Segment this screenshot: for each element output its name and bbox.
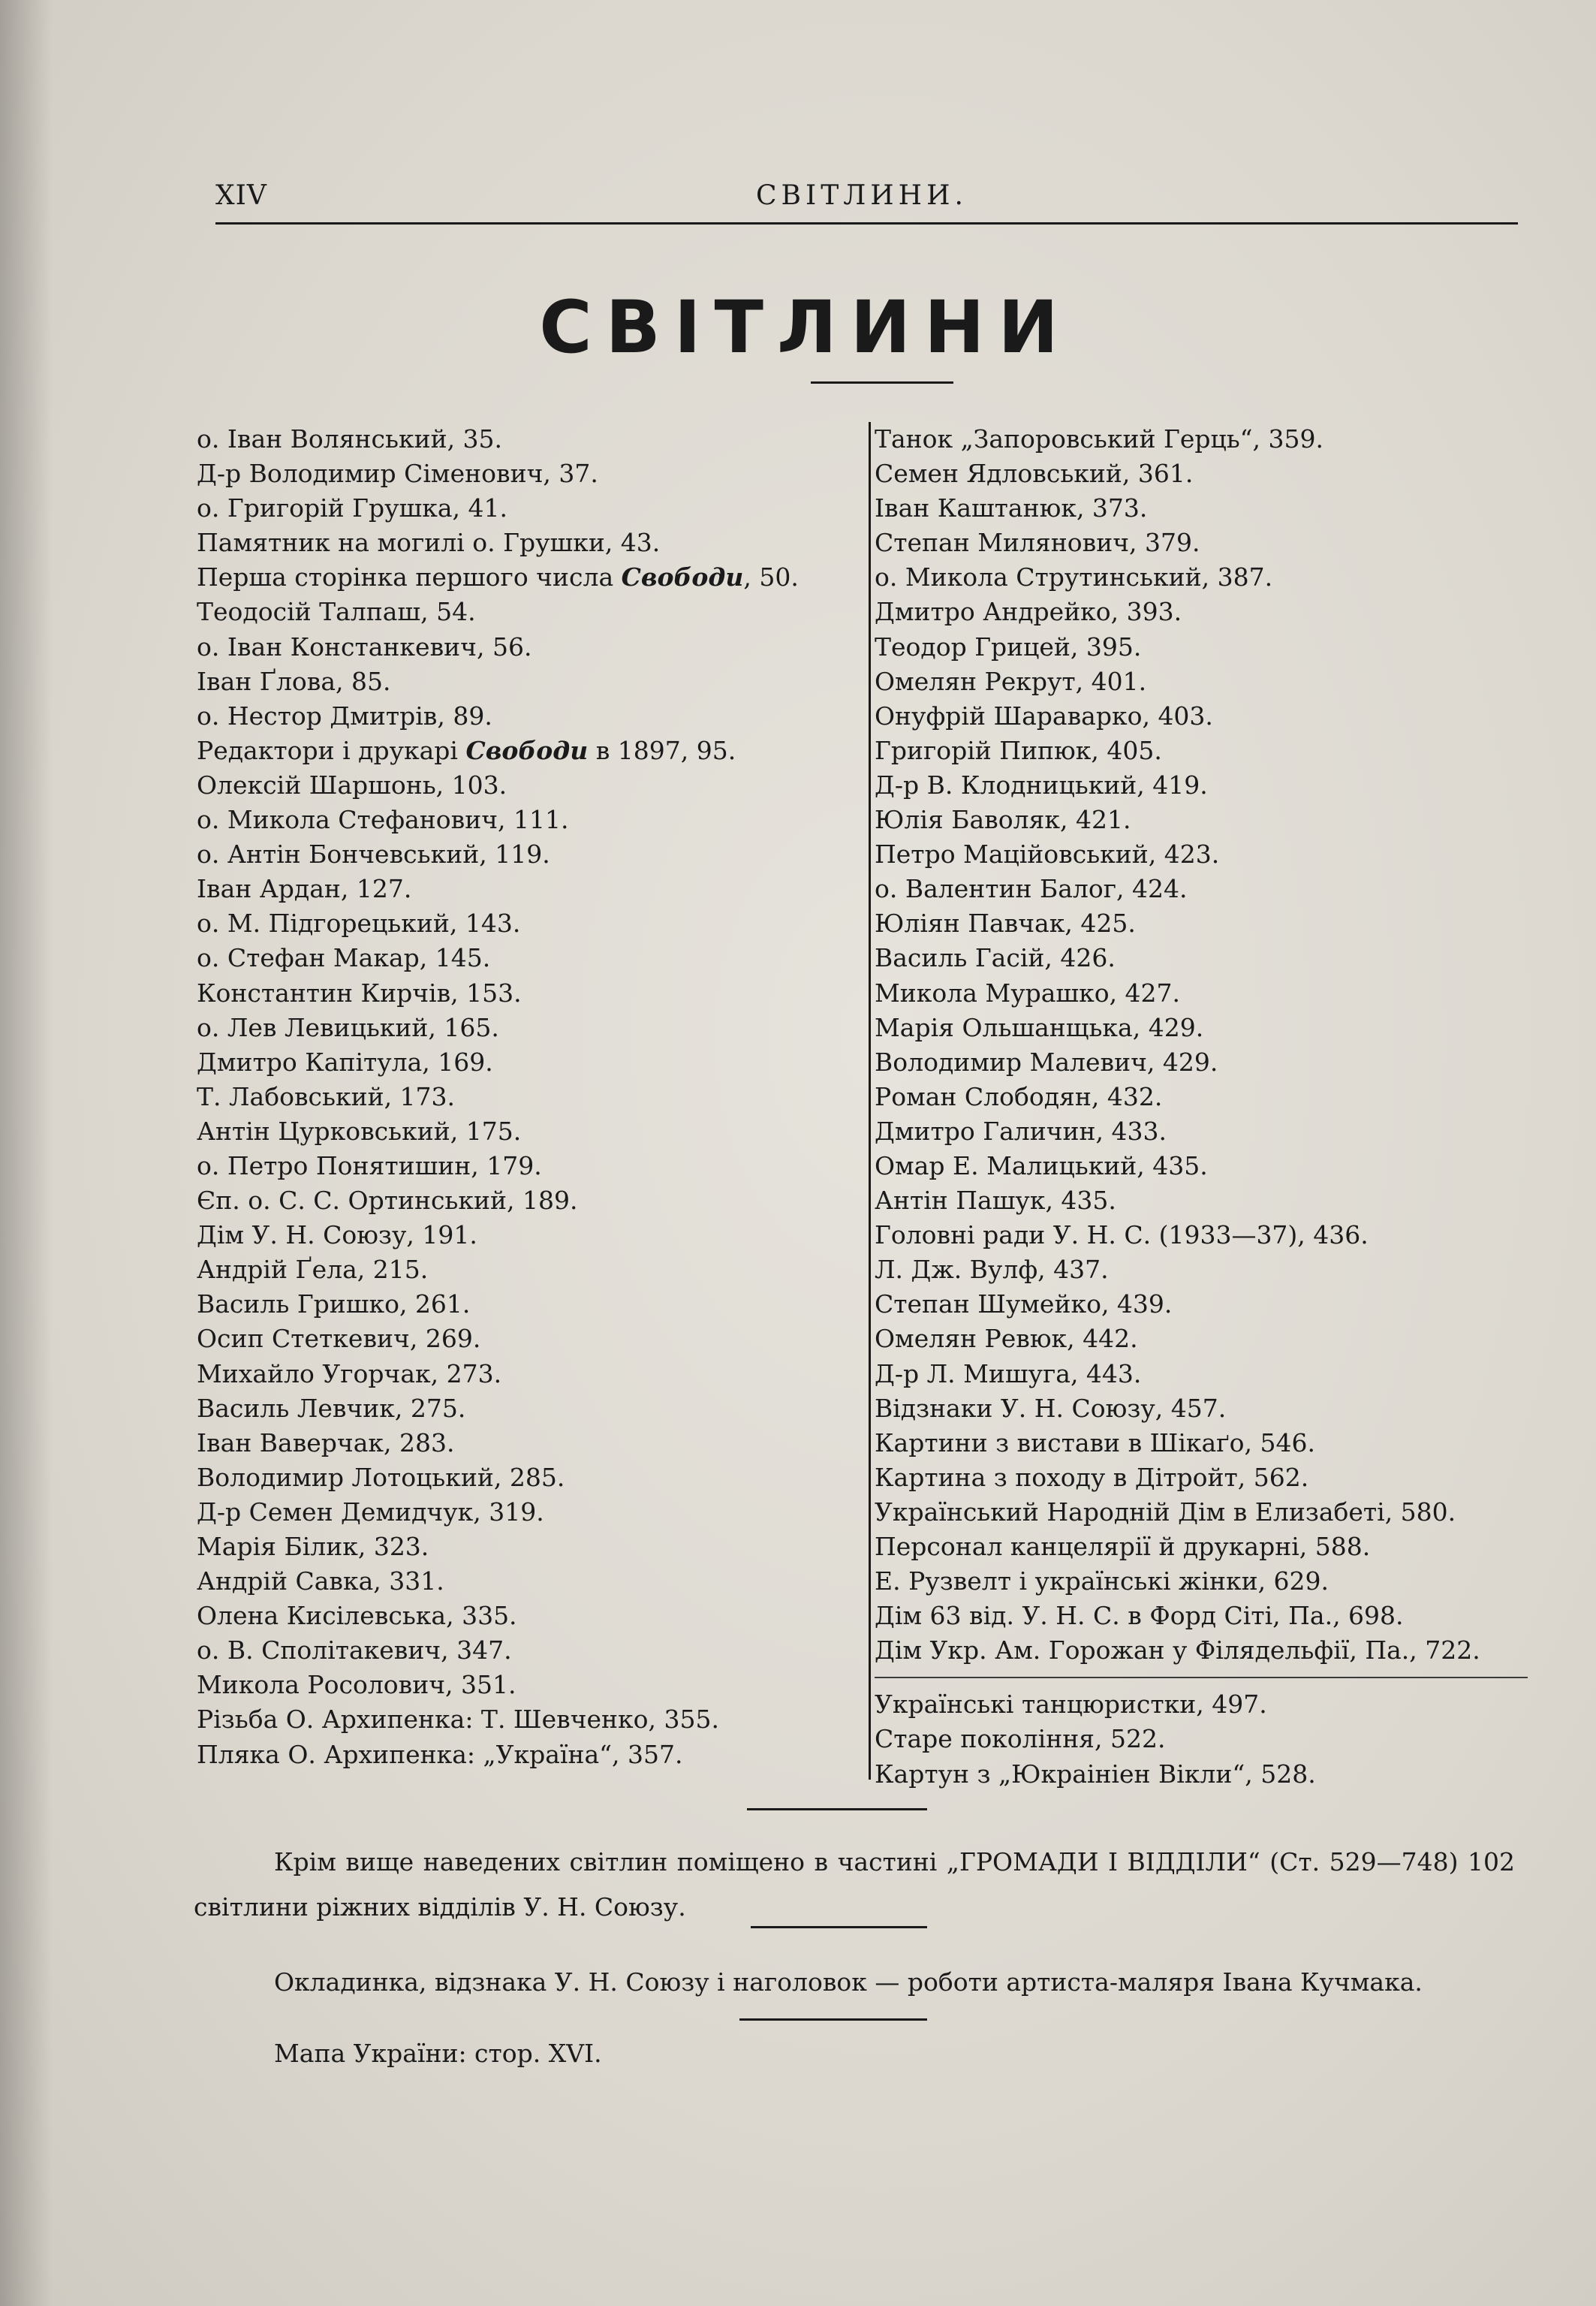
title-underline [811,381,953,384]
photo-list-item: Григорій Пипюк, 405. [875,735,1162,765]
photo-list-item: о. Стефан Макар, 145. [197,943,491,973]
running-title: СВІТЛИНИ. [756,180,968,211]
photo-list-item: Петро Маційовський, 423. [875,840,1220,870]
photo-list-item: Марія Ольшанщька, 429. [875,1012,1204,1042]
column-divider [869,422,871,1780]
photo-list-item: Омелян Рекрут, 401. [875,666,1147,696]
photo-list-item: Омар Е. Малицький, 435. [875,1150,1208,1180]
photo-list-item: о. Микола Струтинський, 387. [875,562,1273,592]
photo-list-item: Д-р Володимир Сіменович, 37. [197,459,598,489]
photo-list-item: Іван Ґлова, 85. [197,666,391,696]
photo-list-item: о. Іван Волянський, 35. [197,424,503,454]
photo-list-item: Іван Каштанюк, 373. [875,493,1148,523]
photo-list-item: Дім Укр. Ам. Горожан у Філядельфії, Па., 722. [875,1635,1480,1665]
photos-note: Крім вище наведених світлин поміщено в частині „ГРОМАДИ І ВІДДІЛИ“ (Ст. 529—748) 102 світлини ріжних відділів У. Н. Союзу. [194,1847,1515,1922]
photo-list-item: Юлія Баволяк, 421. [875,805,1131,835]
photo-list-item: Картини з вистави в Шікаґо, 546. [875,1427,1315,1457]
photo-list-item: Онуфрій Шараварко, 403. [875,701,1213,731]
photo-list-item: о. Лев Левицький, 165. [197,1012,499,1042]
photo-list-item: Перша сторінка першого числа Свободи, 50. [197,562,799,592]
photo-list-item: Памятник на могилі о. Грушки, 43. [197,528,661,558]
photo-list-item: о. Микола Стефанович, 111. [197,805,569,835]
right-column-extra [875,1687,1535,1791]
photo-list-item: Андрій Ґела, 215. [197,1255,429,1285]
photo-list-item: Український Народній Дім в Елизабеті, 580. [875,1497,1456,1527]
photo-list-item: Роман Слободян, 432. [875,1081,1163,1111]
photo-list-item: Д-р Л. Мишуга, 443. [875,1358,1142,1388]
photo-list-item: Василь Гришко, 261. [197,1289,471,1319]
photo-list-item: Дмитро Галичин, 433. [875,1116,1167,1146]
photo-list-item: о. М. Підгорецький, 143. [197,909,521,939]
right-column [875,422,1535,1792]
photo-list-item: Теодосій Талпаш, 54. [197,597,476,627]
photo-list-item: Л. Дж. Вулф, 437. [875,1255,1109,1285]
photo-list-item: о. Григорій Грушка, 41. [197,493,507,523]
map-note: Мапа України: стор. XVI. [274,2039,602,2068]
photo-list-item: Василь Левчик, 275. [197,1393,466,1423]
left-column [197,422,857,1772]
photo-list-item: Танок „Запоровський Герць“, 359. [875,424,1323,454]
photo-list-item: Степан Шумейко, 439. [875,1289,1173,1319]
header-rule [215,222,1518,225]
photo-list-item: Константин Кирчів, 153. [197,978,522,1008]
photo-list-item: Персонал канцелярії й друкарні, 588. [875,1532,1371,1561]
photo-list-item: о. Нестор Дмитрів, 89. [197,701,492,731]
cover-note: Окладинка, відзнака У. Н. Союзу і наголовок — роботи артиста-маляря Івана Кучмака. [274,1967,1423,1997]
photo-list-item: Василь Гасій, 426. [875,943,1116,973]
photo-list-item: Головні ради У. Н. С. (1933—37), 436. [875,1220,1369,1250]
photo-list-item: Іван Ардан, 127. [197,874,412,904]
separator-rule-3 [739,2018,927,2021]
photo-list-item: Олексій Шаршонь, 103. [197,770,507,800]
photo-list-item: о. В. Сполітакевич, 347. [197,1635,512,1665]
photo-list-item: Дім У. Н. Союзу, 191. [197,1220,477,1250]
photo-list-item: Дмитро Андрейко, 393. [875,597,1182,627]
separator-rule-2 [751,1926,927,1928]
photo-list-item: Микола Росолович, 351. [197,1670,516,1700]
photo-list-item: о. Валентин Балог, 424. [875,874,1188,904]
photo-list-item: Різьба О. Архипенка: Т. Шевченко, 355. [197,1705,719,1735]
photo-list-item: Семен Ядловський, 361. [875,459,1194,489]
photo-list-item: о. Іван Констанкевич, 56. [197,632,532,662]
page-number: XIV [215,180,267,211]
photo-list-item: Дім 63 від. У. Н. С. в Форд Сіті, Па., 698. [875,1601,1404,1631]
photo-list-item: Володимир Лотоцький, 285. [197,1462,565,1492]
photo-list-item: Володимир Малевич, 429. [875,1047,1218,1077]
photo-list-item: Українські танцюристки, 497. [875,1690,1267,1720]
photo-list-item: о. Антін Бончевський, 119. [197,840,550,870]
photo-list-item: Михайло Угорчак, 273. [197,1358,502,1388]
photo-list-item: Т. Лабовський, 173. [197,1081,456,1111]
photo-list-item: Дмитро Капітула, 169. [197,1047,493,1077]
photo-list-item: Степан Милянович, 379. [875,528,1200,558]
photo-list-item: Єп. о. С. С. Ортинський, 189. [197,1186,578,1216]
photo-list-item: Теодор Грицей, 395. [875,632,1142,662]
photo-list-item: Д-р В. Клодницький, 419. [875,770,1208,800]
photo-list-item: Старе покоління, 522. [875,1724,1166,1754]
running-head [215,180,1521,222]
newspaper-title: Свободи [465,735,589,765]
photo-list-item: Олена Кисілевська, 335. [197,1601,517,1631]
photo-list-item: Юліян Павчак, 425. [875,909,1136,939]
photo-list-item: Марія Білик, 323. [197,1532,429,1561]
photo-list-item: Омелян Ревюк, 442. [875,1324,1138,1354]
photo-list-item: Микола Мурашко, 427. [875,978,1181,1008]
photo-list-item: Антін Пашук, 435. [875,1186,1116,1216]
photo-list-item: Іван Ваверчак, 283. [197,1427,455,1457]
photo-list-item: Осип Стеткевич, 269. [197,1324,481,1354]
photo-list-item: Андрій Савка, 331. [197,1566,444,1596]
photo-list-item: Відзнаки У. Н. Союзу, 457. [875,1393,1227,1423]
photo-list-item: Пляка О. Архипенка: „Україна“, 357. [197,1739,683,1769]
page-title: СВІТЛИНИ [539,285,1072,369]
photo-list-item: Е. Рузвелт і українські жінки, 629. [875,1566,1329,1596]
photo-list-item: Д-р Семен Демидчук, 319. [197,1497,544,1527]
photo-list-item: Редактори і друкарі Свободи в 1897, 95. [197,735,736,765]
photo-list-item: Картина з походу в Дітройт, 562. [875,1462,1309,1492]
photo-list-item: Картун з „Юкраініен Вікли“, 528. [875,1759,1316,1789]
photo-list-item: о. Петро Понятишин, 179. [197,1150,542,1180]
newspaper-title: Свободи [621,562,744,592]
photo-list-item: Антін Цурковський, 175. [197,1116,522,1146]
separator-rule-1 [747,1808,927,1810]
